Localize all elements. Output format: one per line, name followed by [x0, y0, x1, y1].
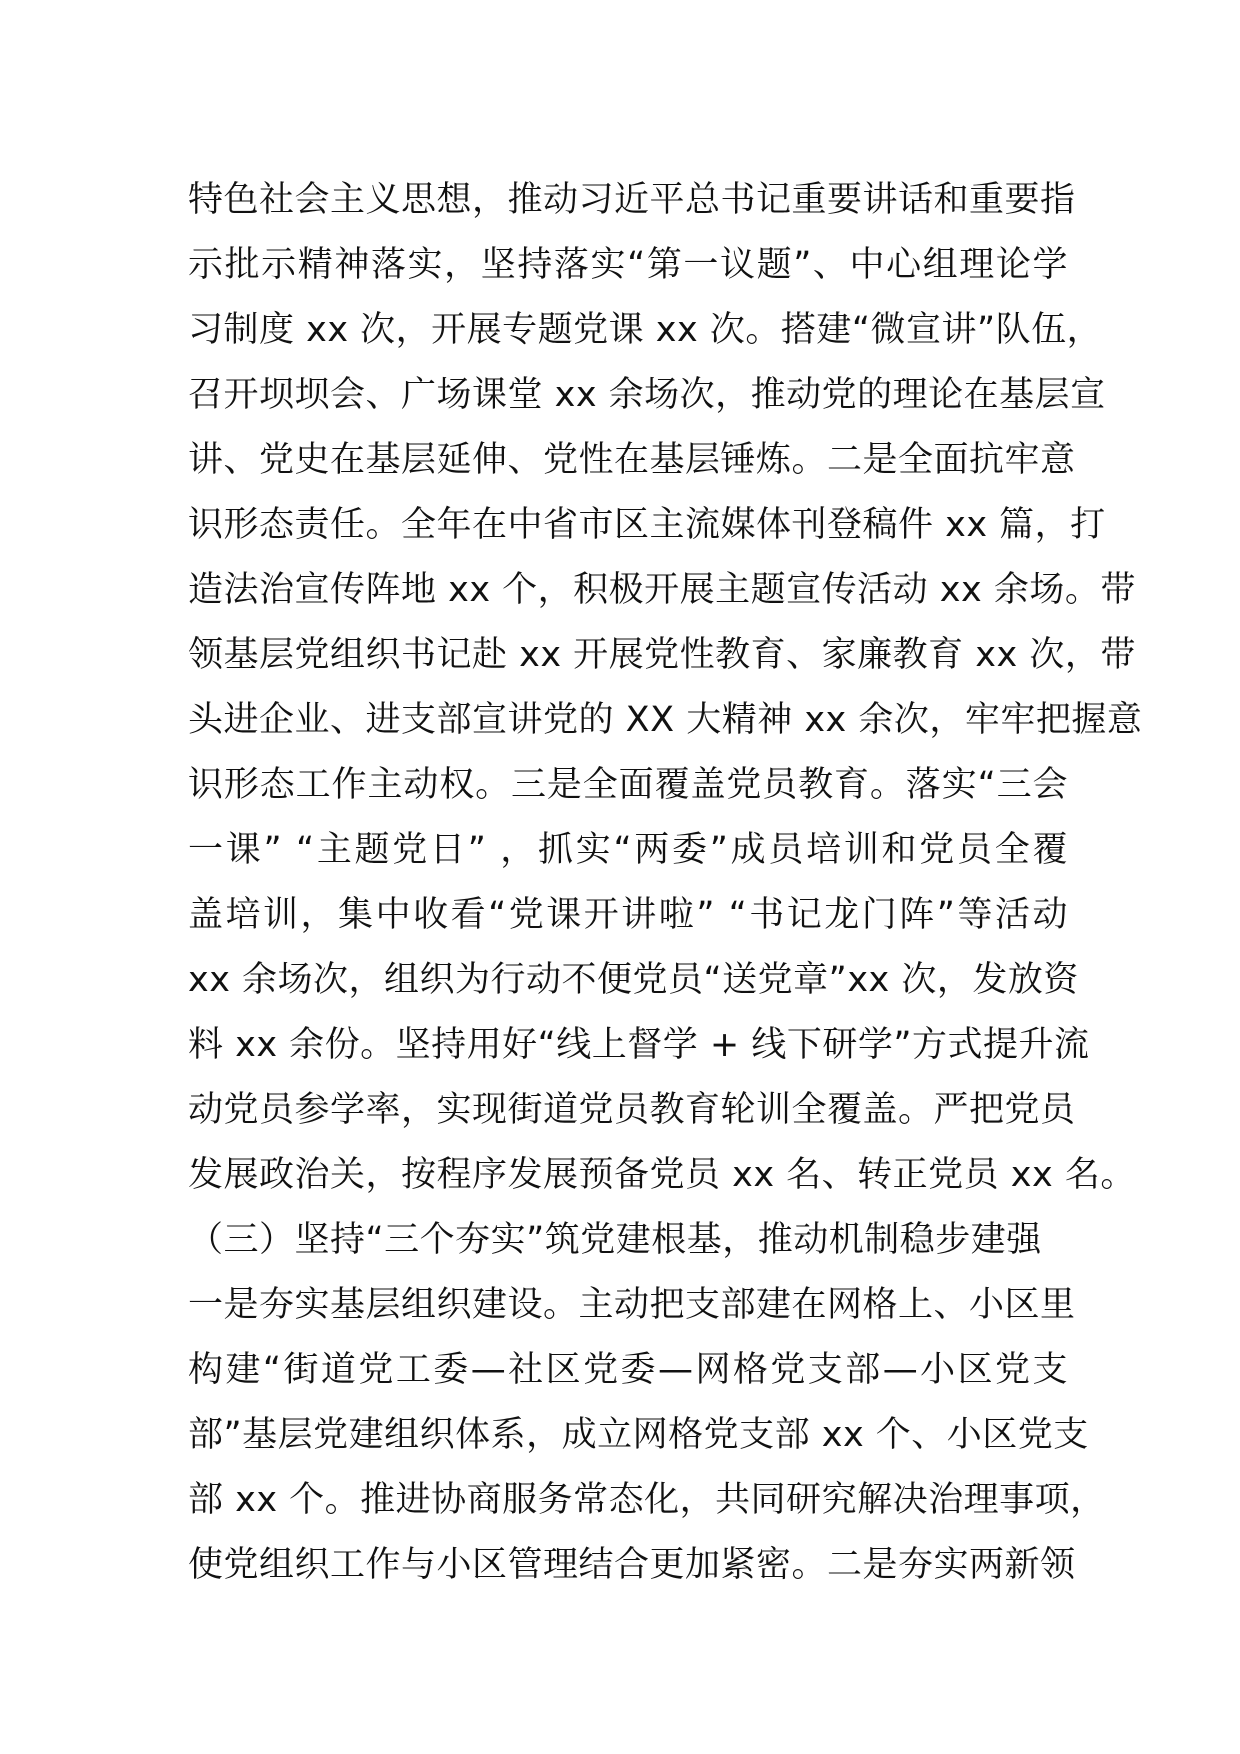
text-line-6: 识形态责任。全年在中省市区主流媒体刊登稿件 xx 篇，打	[188, 505, 1106, 545]
text-line-15: 动党员参学率，实现街道党员教育轮训全覆盖。严把党员	[188, 1090, 1076, 1130]
text-line-13: xx 余场次，组织为行动不便党员“送党章”xx 次，发放资	[188, 960, 1079, 1000]
text-line-16: 发展政治关，按程序发展预备党员 xx 名、转正党员 xx 名。	[188, 1155, 1136, 1195]
text-line-14: 料 xx 余份。坚持用好“线上督学 + 线下研学”方式提升流	[188, 1025, 1090, 1065]
text-line-9: 头进企业、进支部宣讲党的 XX 大精神 xx 余次，牢牢把握意	[188, 700, 1143, 740]
text-line-11: 一课” “主题党日” ，抓实“两委”成员培训和党员全覆	[188, 830, 1068, 870]
section-heading-3: （三）坚持“三个夯实”筑党建根基，推动机制稳步建强	[188, 1220, 1042, 1260]
text-line-12: 盖培训，集中收看“党课开讲啦” “书记龙门阵”等活动	[188, 895, 1068, 935]
text-line-21: 部 xx 个。推进协商服务常态化，共同研究解决治理事项，	[188, 1480, 1106, 1520]
text-line-7: 造法治宣传阵地 xx 个，积极开展主题宣传活动 xx 余场。带	[188, 570, 1136, 610]
text-line-10: 识形态工作主动权。三是全面覆盖党员教育。落实“三会	[188, 765, 1068, 805]
text-line-2: 示批示精神落实，坚持落实“第一议题”、中心组理论学	[188, 245, 1068, 285]
text-line-4: 召开坝坝会、广场课堂 xx 余场次，推动党的理论在基层宣	[188, 375, 1106, 415]
text-line-3: 习制度 xx 次，开展专题党课 xx 次。搭建“微宣讲”队伍，	[188, 310, 1103, 350]
text-line-19: 构建“街道党工委—社区党委—网格党支部—小区党支	[188, 1350, 1068, 1390]
text-line-18: 一是夯实基层组织建设。主动把支部建在网格上、小区里	[188, 1285, 1076, 1325]
text-line-5: 讲、党史在基层延伸、党性在基层锤炼。二是全面抗牢意	[188, 440, 1076, 480]
text-line-22: 使党组织工作与小区管理结合更加紧密。二是夯实两新领	[188, 1545, 1076, 1585]
text-line-8: 领基层党组织书记赴 xx 开展党性教育、家廉教育 xx 次，带	[188, 635, 1136, 675]
body-text	[188, 168, 1143, 1598]
text-line-20: 部”基层党建组织体系，成立网格党支部 xx 个、小区党支	[188, 1415, 1089, 1455]
text-line-1: 特色社会主义思想，推动习近平总书记重要讲话和重要指	[188, 180, 1076, 220]
